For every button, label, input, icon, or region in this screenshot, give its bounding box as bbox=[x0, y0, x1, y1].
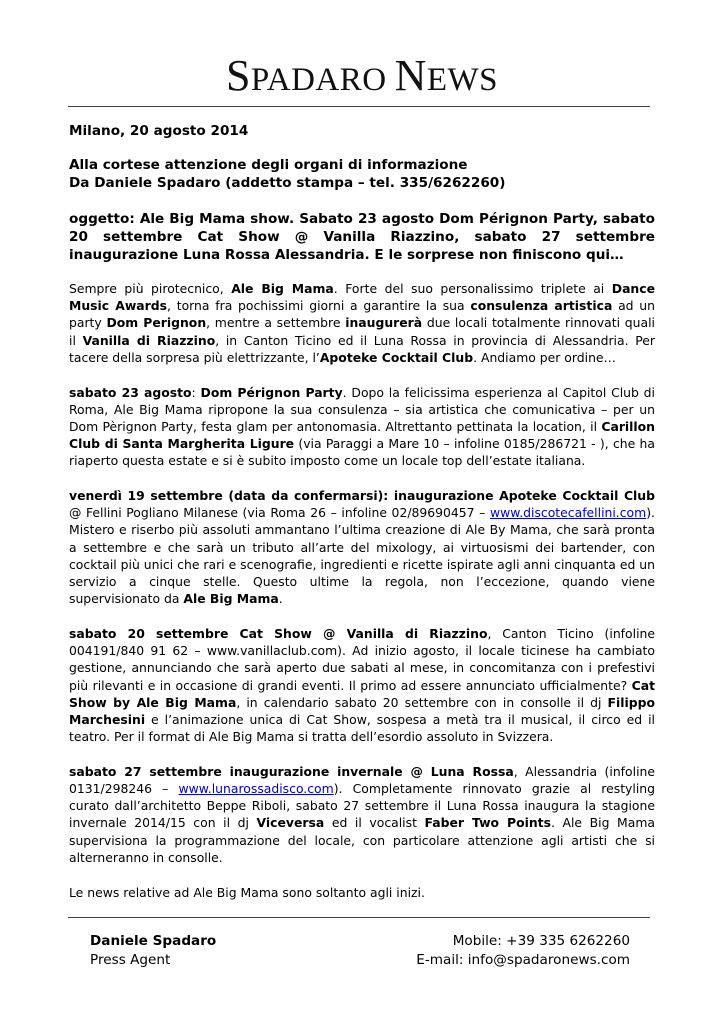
header-divider bbox=[68, 106, 650, 107]
logo-letter-s: S bbox=[225, 51, 251, 100]
footer-name: Daniele Spadaro bbox=[90, 933, 217, 949]
press-release-body bbox=[69, 122, 655, 918]
footer-mobile: Mobile: +39 335 6262260 bbox=[452, 933, 630, 949]
logo-letter-n: N bbox=[394, 51, 427, 100]
intro-paragraph: Sempre più pirotecnico, Ale Big Mama. Forte del suo personalissimo triplete ai Dance Music Awards, torna fra pochissimi giorni a garantire la sua consulenza artistica ad un party Dom Perignon, mentre a settembre inaugurerà due locali totalmente rinnovati quali il Vanilla di Riazzino, in Canton Ticino ed il Luna Rossa in provincia di Alessandria. Per tacere della sorpresa più elettrizzante, l’Apoteke Cocktail Club. Andiamo per ordine… bbox=[69, 281, 655, 365]
luna-rossa-paragraph: sabato 27 settembre inaugurazione invernale @ Luna Rossa, Alessandria (infoline 0131/298246 – www.lunarossadisco.com). Completamente rinnovato grazie al restyling curato dall’architetto Beppe Riboli, sabato 27 settembre il Luna Rossa inaugura la stagione invernale 2014/15 con il dj Viceversa ed il vocalist Faber Two Points. Ale Big Mama supervisiona la programmazione del locale, con particolare attenzione agli artisti che si alterneranno in consolle. bbox=[69, 763, 655, 865]
subject-line: oggetto: Ale Big Mama show. Sabato 23 agosto Dom Pérignon Party, sabato 20 settembre Cat Show @ Vanilla Riazzino, sabato 27 settembre inaugurazione Luna Rossa Alessandria. E le sorprese non finiscono qui… bbox=[69, 211, 655, 263]
apoteke-paragraph: venerdì 19 settembre (data da confermarsi): inaugurazione Apoteke Cocktail Club @ Fellini Pogliano Milanese (via Roma 26 – infoline 02/89690457 – www.discotecafellini.com). Mistero e riserbo più assoluti ammantano l’ultima creazione di Ale By Mama, che sarà pronta a settembre e che sarà un tributo all’arte del mixology, ai virtuosismi dei bartender, con cocktail più unici che rari e scenografie, ingredienti e ricette ispirate agli anni cinquanta ed un servizio a cinque stelle. Questo ultime la regola, non l’eccezione, quando viene supervisionato da Ale Big Mama. bbox=[69, 488, 655, 607]
closing-line: Le news relative ad Ale Big Mama sono soltanto agli inizi. bbox=[69, 884, 425, 900]
attention-line-1: Alla cortese attenzione degli organi di informazione bbox=[69, 157, 468, 173]
logo-word-padaro: PADARO bbox=[250, 62, 387, 98]
logo-word-ews: EWS bbox=[426, 62, 499, 98]
masthead-logo bbox=[0, 50, 724, 102]
footer-role: Press Agent bbox=[90, 952, 171, 968]
attention-block bbox=[69, 156, 655, 192]
attention-line-2: Da Daniele Spadaro (addetto stampa – tel. 335/6262260) bbox=[69, 175, 506, 191]
footer-divider bbox=[68, 917, 650, 918]
cat-show-paragraph: sabato 20 settembre Cat Show @ Vanilla di Riazzino, Canton Ticino (infoline 004191/840 91 62 – www.vanillaclub.com). Ad inizio agosto, il locale ticinese ha cambiato gestione, annunciando che sarà aperto due sabati al mese, in concomitanza con i prefestivi più rilevanti e in occasione di grandi eventi. Il primo ad essere annunciato ufficialmente? Cat Show by Ale Big Mama, in calendario sabato 20 settembre con in consolle il dj Filippo Marchesini e l’animazione unica di Cat Show, sospesa a metà tra il musical, il circo ed il teatro. Per il format di Ale Big Mama si tratta dell’esordio assoluto in Svizzera. bbox=[69, 625, 656, 745]
footer-email: E-mail: info@spadaronews.com bbox=[416, 952, 630, 968]
fellini-link[interactable]: www.discotecafellini.com bbox=[489, 505, 647, 521]
dom-perignon-paragraph: sabato 23 agosto: Dom Pérignon Party. Dopo la felicissima esperienza al Capitol Club di Roma, Ale Big Mama ripropone la sua consulenza – sia artistica che comunicativa – per un Dom Pèrignon Party, festa glam per antonomasia. Altrettanto pettinata la location, il Carillon Club di Santa Margherita Ligure (via Paraggi a Mare 10 – infoline 0185/286721 - ), che ha riaperto questa estate e si è subito imposto come un locale top dell’estate italiana. bbox=[69, 384, 656, 469]
footer-contact-name bbox=[90, 932, 216, 970]
footer-contact-details bbox=[416, 932, 630, 970]
date-line: Milano, 20 agosto 2014 bbox=[69, 123, 249, 139]
luna-rossa-link[interactable]: www.lunarossadisco.com bbox=[178, 781, 334, 797]
